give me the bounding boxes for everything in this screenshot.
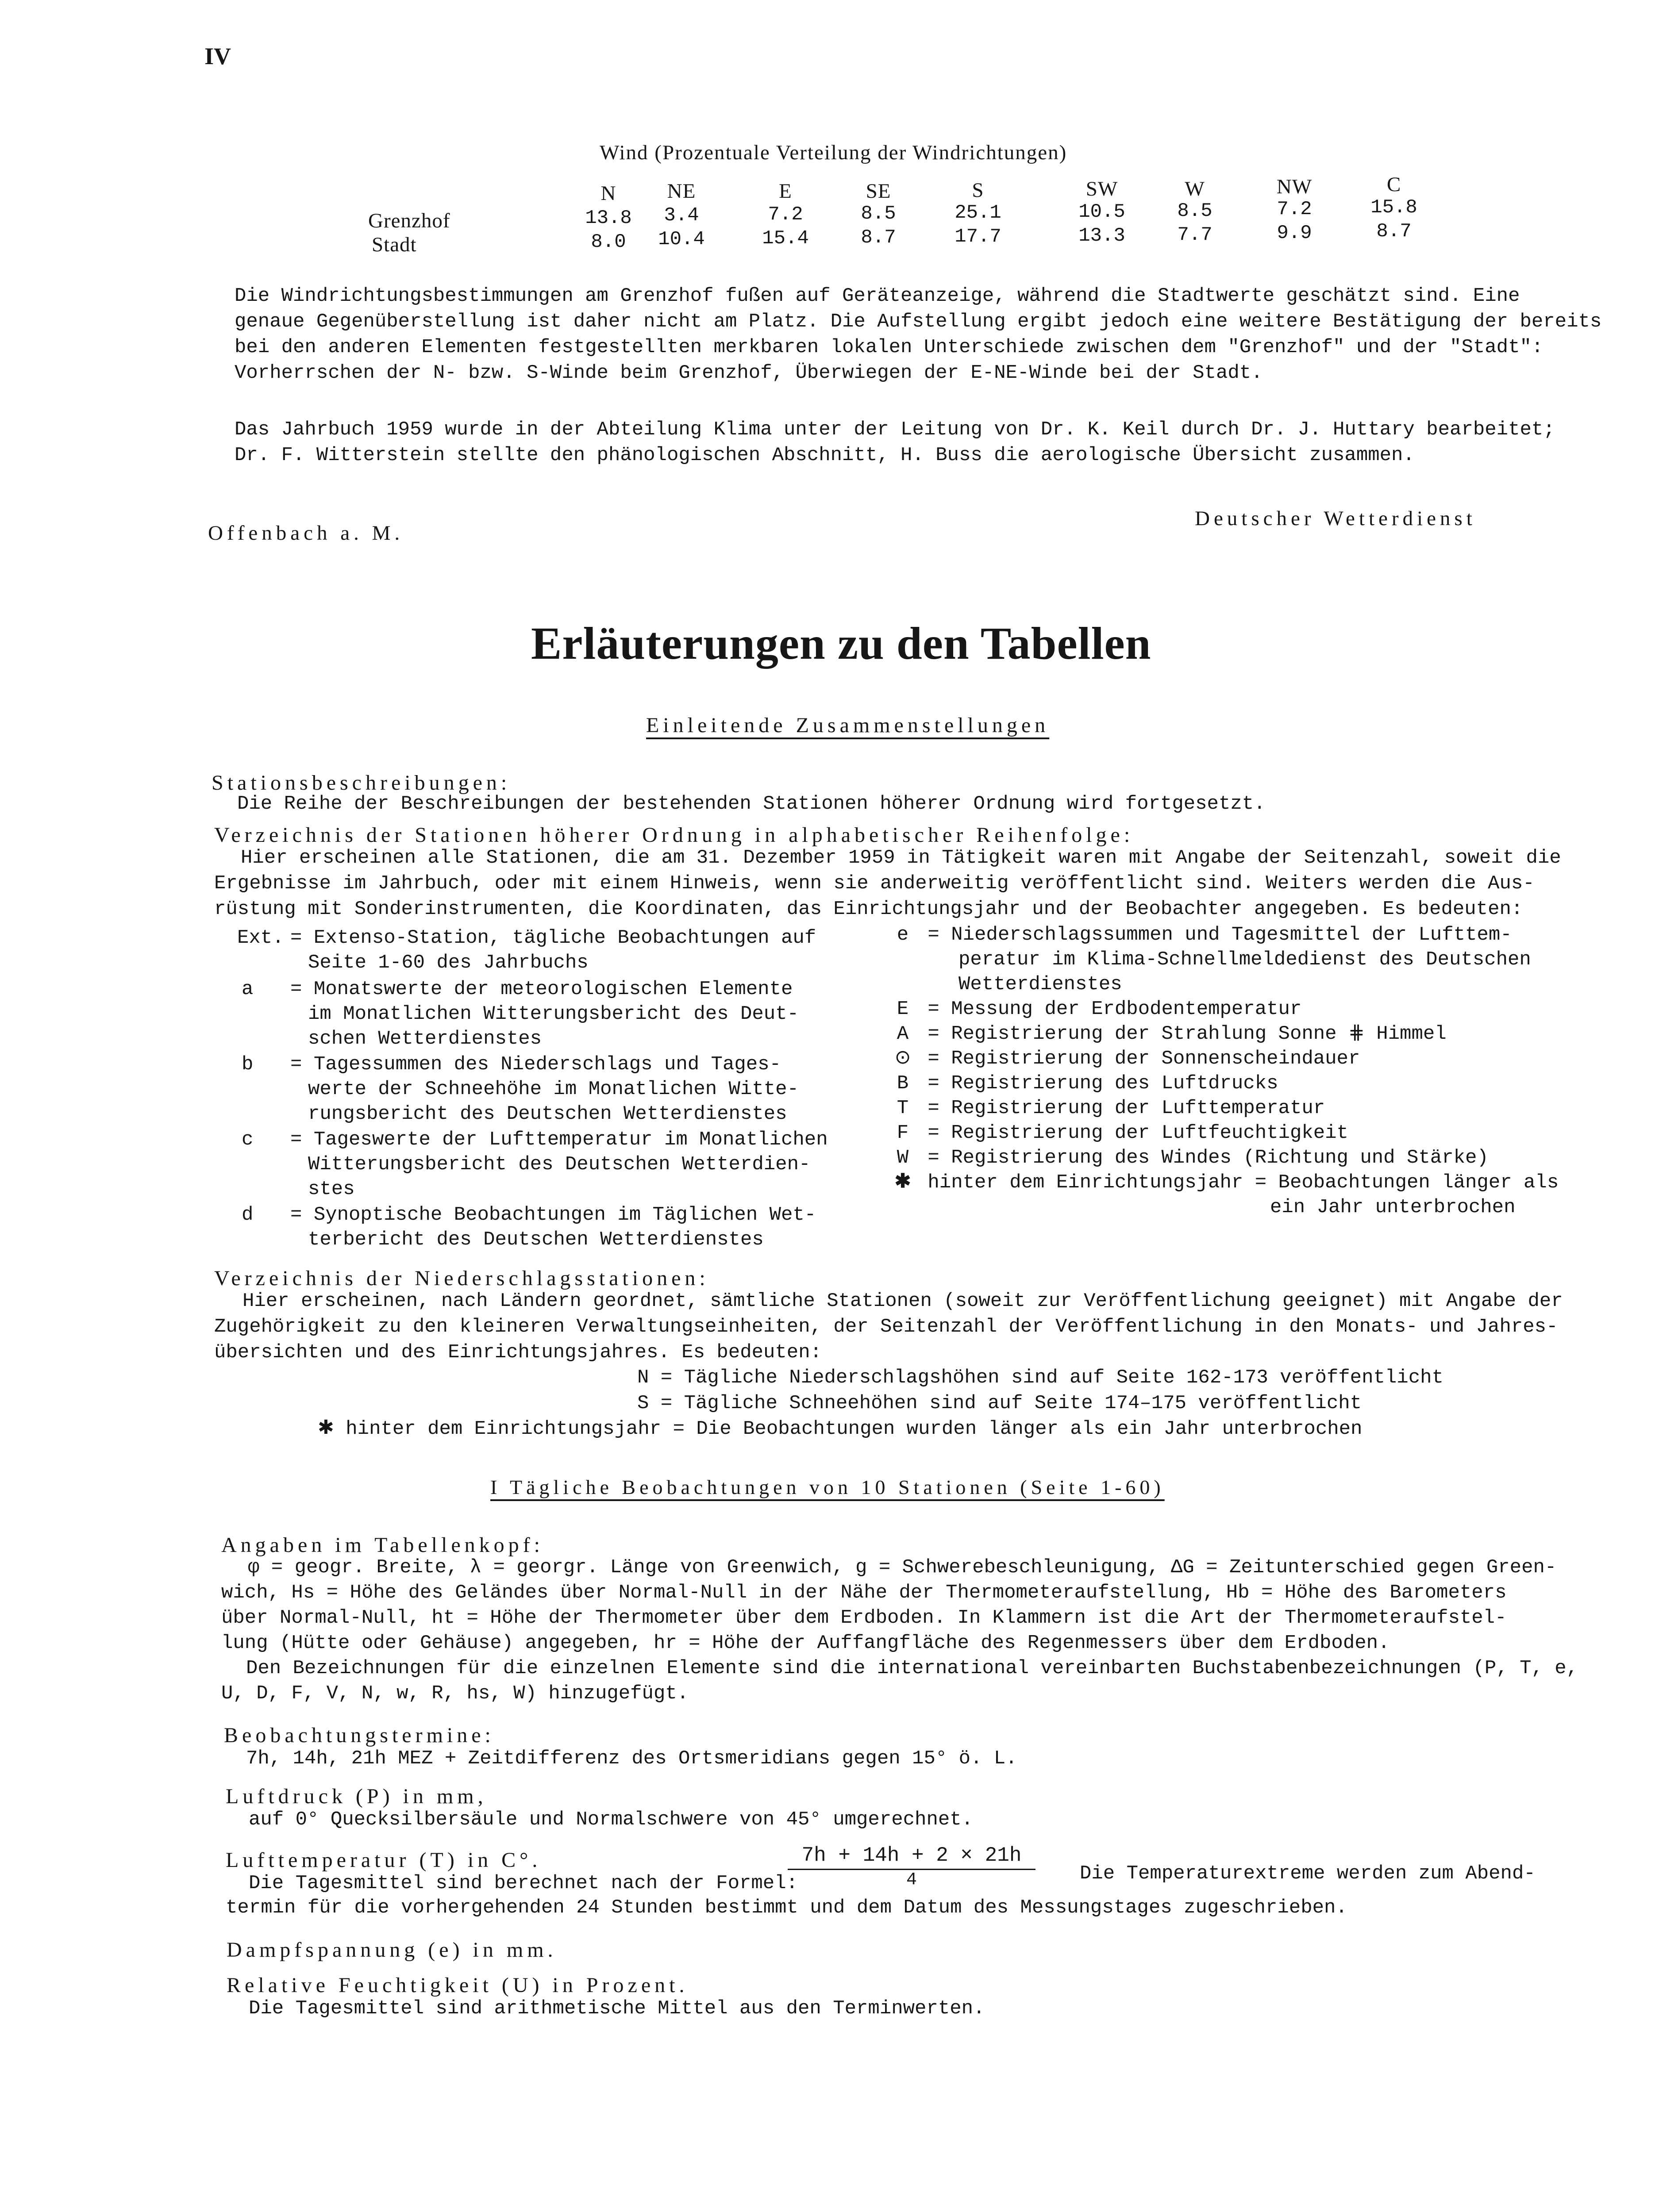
observation-times-heading: Beobachtungstermine: — [224, 1724, 495, 1747]
legend-text: Monatswerte der meteorologischen Elemente — [313, 978, 793, 1000]
text-line: lung (Hütte oder Gehäuse) angegeben, hr = Höhe der Auffangfläche des Regenmessers über dem Erdboden. — [221, 1632, 1390, 1654]
legend-text: Seite 1-60 des Jahrbuchs — [308, 952, 589, 974]
legend-E: E = Messung der Erdbodentemperatur — [889, 997, 1559, 1022]
wind-cell: 7.2 — [768, 204, 803, 226]
legend-b: b = Tagessummen des Niederschlags und Tages- werte der Schneehöhe im Monatlichen Witte- rungsbericht des Deutschen Wetterdienstes — [237, 1052, 828, 1126]
wind-column-header: SW — [1085, 177, 1118, 200]
wind-cell: 10.4 — [658, 228, 705, 250]
text-line: genaue Gegenüberstellung ist daher nicht am Platz. Die Aufstellung ergibt jedoch eine weitere Bestätigung der bereits — [235, 311, 1602, 333]
legend-right — [889, 922, 1559, 1220]
mean-formula — [788, 1844, 1035, 1890]
index-text — [214, 845, 1561, 922]
legend-text: stes — [308, 1178, 355, 1200]
legend-d: d = Synoptische Beobachtungen im Täglichen Wet- terbericht des Deutschen Wetterdienstes — [237, 1202, 828, 1252]
wind-cell: 9.9 — [1277, 222, 1312, 244]
section-heading-intro: Einleitende Zusammenstellungen — [646, 714, 1050, 737]
legend-key: d — [242, 1204, 254, 1226]
temperature-text-3: termin für die vorhergehenden 24 Stunden bestimmt und dem Datum des Messungstages zugeschrieben. — [226, 1897, 1347, 1919]
legend-text: Witterungsbericht des Deutschen Wetterdien- — [308, 1153, 811, 1175]
legend-key: c — [242, 1129, 254, 1151]
legend-sun: ⊙ = Registrierung der Sonnenscheindauer — [889, 1046, 1559, 1071]
header-info-text — [221, 1555, 1578, 1706]
stations-heading: Stationsbeschreibungen: — [212, 771, 511, 795]
wind-cell: 8.7 — [1376, 220, 1412, 242]
legend-text: Registrierung des Windes (Richtung und Stärke) — [951, 1147, 1489, 1169]
organization: Deutscher Wetterdienst — [1195, 507, 1476, 530]
legend-star — [889, 1170, 1559, 1195]
legend-text: Registrierung des Luftdrucks — [951, 1072, 1278, 1094]
legend-e: e = Niederschlagssummen und Tagesmittel der Lufttem- peratur im Klima-Schnellmeldedienst des Deutschen Wetterdienstes — [889, 922, 1559, 997]
text-line: Den Bezeichnungen für die einzelnen Elemente sind die international vereinbarten Buchstabenbezeichnungen (P, T, e, — [246, 1657, 1578, 1679]
text-line: Vorherrschen der N- bzw. S-Winde beim Grenzhof, Überwiegen der E-NE-Winde bei der Stadt. — [235, 362, 1263, 384]
legend-text: Die Beobachtungen wurden länger als ein Jahr unterbrochen — [696, 1418, 1363, 1440]
legend-text: rungsbericht des Deutschen Wetterdienstes — [308, 1103, 787, 1125]
legend-text: Messung der Erdbodentemperatur — [951, 998, 1302, 1020]
text-line: rüstung mit Sonderinstrumenten, die Koordinaten, das Einrichtungsjahr und der Beobachter angegeben. Es bedeuten: — [214, 898, 1523, 920]
wind-column-header: NE — [667, 180, 696, 203]
temperature-text-2: Die Temperaturextreme werden zum Abend- — [1080, 1863, 1536, 1885]
legend-star-precip: ✱ hinter dem Einrichtungsjahr = Die Beobachtungen wurden länger als ein Jahr unterbrochen — [318, 1418, 1363, 1440]
legend-F: F = Registrierung der Luftfeuchtigkeit — [889, 1121, 1559, 1145]
wind-paragraph — [235, 283, 1601, 386]
wind-cell: 8.0 — [591, 231, 626, 253]
wind-cell: 15.8 — [1370, 196, 1417, 219]
legend-T: T = Registrierung der Lufttemperatur — [889, 1096, 1559, 1121]
wind-column-header: N — [600, 182, 616, 205]
legend-text: Tagessummen des Niederschlags und Tages- — [313, 1053, 781, 1075]
legend-text: Registrierung der Sonnenscheindauer — [951, 1048, 1360, 1070]
wind-column-header: E — [779, 180, 792, 203]
text-line: Zugehörigkeit zu den kleineren Verwaltungseinheiten, der Seitenzahl der Veröffentlichung in den Monats- und Jahres- — [214, 1316, 1558, 1338]
wind-column-header: C — [1386, 173, 1401, 196]
legend-text: schen Wetterdienstes — [308, 1028, 542, 1050]
legend-text: Wetterdienstes — [958, 973, 1122, 995]
wind-column-header: NW — [1276, 175, 1313, 198]
legend-N: N = Tägliche Niederschlagshöhen sind auf Seite 162-173 veröffentlicht — [637, 1367, 1443, 1389]
legend-key: e — [897, 924, 909, 946]
legend-key: B — [897, 1072, 909, 1094]
legend-W: W = Registrierung des Windes (Richtung und Stärke) — [889, 1145, 1559, 1170]
legend-text: peratur im Klima-Schnellmeldedienst des Deutschen — [958, 949, 1531, 971]
text-line: wich, Hs = Höhe des Geländes über Normal-Null in der Nähe der Thermometeraufstellung, Hb = Höhe des Barometers — [221, 1582, 1507, 1604]
text-line: Die Windrichtungsbestimmungen am Grenzhof fußen auf Geräteanzeige, während die Stadtwerte geschätzt sind. Eine — [235, 285, 1520, 307]
wind-cell: 8.7 — [861, 227, 896, 249]
legend-S: S = Tägliche Schneehöhen sind auf Seite 174–175 veröffentlicht — [637, 1392, 1362, 1414]
section-heading-daily: I Tägliche Beobachtungen von 10 Stationen (Seite 1-60) — [490, 1476, 1165, 1498]
wind-cell: 13.8 — [585, 207, 632, 229]
text-line: Ergebnisse im Jahrbuch, oder mit einem Hinweis, wenn sie anderweitig veröffentlicht sind. Weiters werden die Aus- — [214, 872, 1535, 895]
legend-text: hinter dem Einrichtungsjahr = Beobachtungen länger als — [928, 1171, 1559, 1194]
legend-key: N — [637, 1367, 649, 1389]
humidity-text: Die Tagesmittel sind arithmetische Mittel aus den Terminwerten. — [249, 1997, 985, 2020]
temperature-text-1: Die Tagesmittel sind berechnet nach der Formel: — [249, 1872, 798, 1894]
text-line: φ = geogr. Breite, λ = georgr. Länge von Greenwich, g = Schwerebeschleunigung, ΔG = Zeitunterschied gegen Green- — [248, 1556, 1557, 1578]
legend-text: Tägliche Schneehöhen sind auf Seite 174–175 veröffentlicht — [684, 1392, 1362, 1414]
text-line: bei den anderen Elementen festgestellten merkbaren lokalen Unterschiede zwischen dem "Grenzhof" und der "Stadt": — [235, 336, 1544, 358]
legend-left — [237, 926, 828, 1252]
legend-text: Registrierung der Luftfeuchtigkeit — [951, 1122, 1348, 1144]
wind-cell: 7.7 — [1177, 224, 1212, 246]
legend-text: Registrierung der Strahlung Sonne ⋕ Himmel — [951, 1023, 1447, 1045]
wind-row-label: Grenzhof — [368, 209, 450, 232]
observation-times-text: 7h, 14h, 21h MEZ + Zeitdifferenz des Ortsmeridians gegen 15° ö. L. — [246, 1747, 1017, 1770]
legend-text: Synoptische Beobachtungen im Täglichen Wet- — [313, 1204, 816, 1226]
legend-A: A = Registrierung der Strahlung Sonne ⋕ Himmel — [889, 1022, 1559, 1046]
wind-cell: 7.2 — [1277, 198, 1312, 220]
wind-cell: 8.5 — [861, 203, 896, 225]
legend-text: terbericht des Deutschen Wetterdienstes — [308, 1229, 764, 1251]
legend-key: a — [242, 978, 254, 1000]
humidity-heading: Relative Feuchtigkeit (U) in Prozent. — [227, 1974, 689, 1997]
legend-key: Ext. — [237, 927, 284, 949]
pressure-text: auf 0° Quecksilbersäule und Normalschwere von 45° umgerechnet. — [249, 1809, 974, 1831]
legend-key: S — [637, 1392, 649, 1414]
stations-text: Die Reihe der Beschreibungen der bestehenden Stationen höherer Ordnung wird fortgesetzt. — [237, 793, 1266, 815]
formula-denominator: 4 — [906, 1870, 917, 1890]
legend-key: b — [242, 1053, 254, 1075]
index-heading: Verzeichnis der Stationen höherer Ordnung in alphabetischer Reihenfolge: — [214, 823, 1134, 847]
sun-symbol-icon: ⊙ — [894, 1048, 911, 1070]
legend-key: A — [897, 1023, 909, 1045]
wind-cell: 13.3 — [1078, 225, 1125, 247]
pressure-heading: Luftdruck (P) in mm, — [226, 1785, 487, 1808]
page-number: IV — [204, 43, 231, 69]
asterisk-legend-key: ✱ hinter dem Einrichtungsjahr — [318, 1418, 662, 1440]
credits-paragraph — [235, 417, 1555, 468]
legend-text: Registrierung der Lufttemperatur — [951, 1097, 1325, 1119]
legend-key: F — [897, 1122, 909, 1144]
vapour-pressure-heading: Dampfspannung (e) in mm. — [227, 1938, 557, 1962]
wind-cell: 10.5 — [1078, 201, 1125, 223]
wind-table-title: Wind (Prozentuale Verteilung der Windrichtungen) — [600, 141, 1067, 164]
legend-c: c = Tageswerte der Lufttemperatur im Monatlichen Witterungsbericht des Deutschen Wetterdien- stes — [237, 1127, 828, 1202]
header-info-heading: Angaben im Tabellenkopf: — [221, 1533, 544, 1557]
legend-ext: Ext. = Extenso-Station, tägliche Beobachtungen auf Seite 1-60 des Jahrbuchs — [237, 926, 828, 975]
wind-cell: 25.1 — [955, 202, 1001, 224]
place: Offenbach a. M. — [208, 522, 404, 545]
text-line: Hier erscheinen alle Stationen, die am 31. Dezember 1959 in Tätigkeit waren mit Angabe der Seitenzahl, soweit die — [241, 847, 1561, 869]
legend-text: Tägliche Niederschlagshöhen sind auf Seite 162-173 veröffentlicht — [684, 1367, 1443, 1389]
temperature-heading: Lufttemperatur (T) in C°. — [226, 1848, 542, 1872]
wind-row-label: Stadt — [372, 233, 417, 256]
asterisk-icon: ✱ — [894, 1171, 911, 1194]
precip-legend-ns — [637, 1365, 1443, 1416]
text-line: Das Jahrbuch 1959 wurde in der Abteilung Klima unter der Leitung von Dr. K. Keil durch Dr. J. Huttary bearbeitet; — [235, 419, 1555, 441]
wind-column-header: W — [1185, 177, 1205, 200]
legend-text: im Monatlichen Witterungsbericht des Deut- — [308, 1003, 799, 1025]
text-line: Dr. F. Witterstein stellte den phänologischen Abschnitt, H. Buss die aerologische Übersicht zusammen. — [235, 444, 1415, 466]
legend-text: werte der Schneehöhe im Monatlichen Witte- — [308, 1078, 799, 1100]
wind-column-header: SE — [866, 180, 891, 203]
wind-cell: 8.5 — [1177, 200, 1212, 222]
legend-text: Extenso-Station, tägliche Beobachtungen auf — [313, 927, 816, 949]
formula-numerator: 7h + 14h + 2 × 21h — [788, 1844, 1035, 1870]
wind-column-header: S — [972, 179, 984, 202]
legend-key: W — [897, 1147, 909, 1169]
legend-key: T — [897, 1097, 909, 1119]
legend-B: B = Registrierung des Luftdrucks — [889, 1071, 1559, 1096]
text-line: U, D, F, V, N, w, R, hs, W) hinzugefügt. — [221, 1682, 689, 1705]
text-line: Hier erscheinen, nach Ländern geordnet, sämtliche Stationen (soweit zur Veröffentlichung geeignet) mit Angabe der — [242, 1290, 1563, 1312]
wind-cell: 15.4 — [762, 227, 809, 250]
precip-text — [214, 1288, 1563, 1365]
legend-text: ein Jahr unterbrochen — [1270, 1196, 1516, 1218]
legend-text: Tageswerte der Lufttemperatur im Monatlichen — [313, 1129, 828, 1151]
wind-cell: 3.4 — [664, 204, 699, 227]
legend-a: a = Monatswerte der meteorologischen Elemente im Monatlichen Witterungsbericht des Deut- schen Wetterdienstes — [237, 977, 828, 1051]
text-line: übersichten und des Einrichtungsjahres. Es bedeuten: — [214, 1341, 822, 1363]
page-title: Erläuterungen zu den Tabellen — [531, 618, 1151, 669]
legend-key: E — [897, 998, 909, 1020]
wind-cell: 17.7 — [955, 226, 1001, 248]
precip-heading: Verzeichnis der Niederschlagsstationen: — [214, 1267, 709, 1290]
text-line: über Normal-Null, ht = Höhe der Thermometer über dem Erdboden. In Klammern ist die Art der Thermometeraufstel- — [221, 1607, 1507, 1629]
legend-text: Niederschlagssummen und Tagesmittel der Lufttem- — [951, 924, 1512, 946]
